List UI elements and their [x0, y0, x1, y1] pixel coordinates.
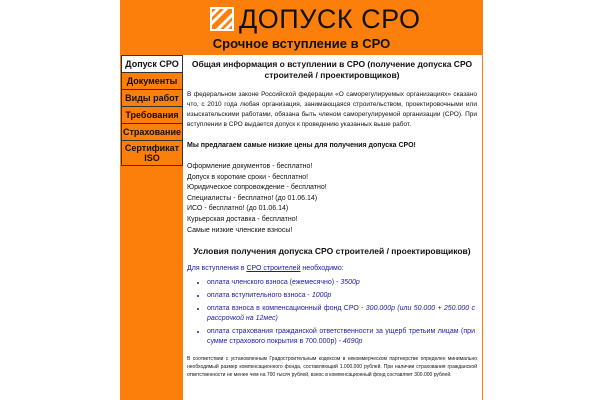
logo-stripes-icon	[210, 7, 234, 31]
conditions-list	[187, 278, 477, 347]
page-title: Общая информация о вступлении в СРО (получение допуска СРО строителей / проектировщиков)	[191, 59, 473, 80]
conditions-intro-before: Для вступления в	[187, 265, 247, 273]
list-item: ИСО - бесплатно! (до 01.06.14)	[187, 205, 289, 213]
list-item: Специалисты - бесплатно! (до 01.06.14)	[187, 194, 318, 202]
offer-heading: Мы предлагаем самые низкие цены для получения допуска СРО!	[187, 142, 416, 149]
main-content	[183, 55, 482, 400]
condition-text: оплата страхования гражданской ответственности за ущерб третьим лицам (при сумме страхового покрытия в 700.000р) -	[207, 328, 475, 346]
conditions-title: Условия получения допуска СРО строителей / проектировщиков)	[193, 246, 471, 257]
nav-item-documents[interactable]: Документы	[121, 73, 183, 90]
list-item: Допуск в короткие сроки - бесплатно!	[187, 173, 309, 181]
condition-value: 3500р	[340, 279, 360, 287]
list-item	[207, 327, 477, 347]
list-item: Оформление документов - бесплатно!	[187, 163, 313, 170]
logo-text: ДОПУСК СРО	[239, 4, 421, 34]
sro-builders-link[interactable]: СРО строителей	[246, 265, 301, 273]
nav-item-iso-certificate[interactable]: Сертификат ISO	[121, 141, 183, 166]
condition-text: оплата членского взноса (ежемесячно) -	[207, 279, 341, 287]
list-item	[207, 304, 477, 324]
condition-value: 300.000р (или 50.000 + 250.000 с рассрочкой на 12мес)	[207, 305, 475, 323]
site-subtitle: Срочное вступление в СРО	[212, 36, 391, 51]
list-item: Самые низкие членские взносы!	[187, 226, 293, 234]
nav-item-work-types[interactable]: Виды работ	[121, 90, 183, 107]
free-services-list	[187, 162, 477, 236]
list-item	[207, 278, 477, 288]
nav-item-requirements[interactable]: Требования	[121, 107, 183, 124]
condition-value: 4690р	[342, 338, 363, 346]
sidebar-nav	[121, 55, 183, 166]
fine-print: В соответствии с установленным Градостроительным кодексом в некоммерческом партнерстве определен минимально необходимый размер компенсационного фонда, составляющий 1.000.000 рублей. При наличии страхования гражданской ответственности не менее чем на 700 тысяч рублей, взнос в компенсационный фонд составляет 300.000 рублей.	[187, 356, 477, 379]
conditions-intro-after: необходимо:	[300, 265, 344, 273]
condition-text: оплата взноса в компенсационный фонд СРО -	[207, 305, 366, 313]
list-item	[207, 291, 477, 301]
condition-text: оплата вступительного взноса -	[207, 292, 312, 300]
intro-paragraph: В федеральном законе Российской федерации «О саморегулируемых организациях» сказано что, с 2010 года любая организация, занимающаяся строительством, проектировочными или изыскательскими работами, обязана быть членом саморегулируемой организации (СРО). При вступлении в СРО выдается допуск к проведению указанных выше работ.	[187, 91, 477, 128]
list-item: Юридическое сопровождение - бесплатно!	[187, 184, 327, 192]
nav-item-insurance[interactable]: Страхование	[121, 124, 183, 141]
list-item: Курьерская доставка - бесплатно!	[187, 215, 298, 223]
conditions-intro	[187, 264, 477, 274]
nav-item-dopusk-sro[interactable]: Допуск СРО	[121, 55, 183, 73]
condition-value: 1000р	[311, 292, 332, 300]
site-logo[interactable]	[210, 5, 421, 33]
